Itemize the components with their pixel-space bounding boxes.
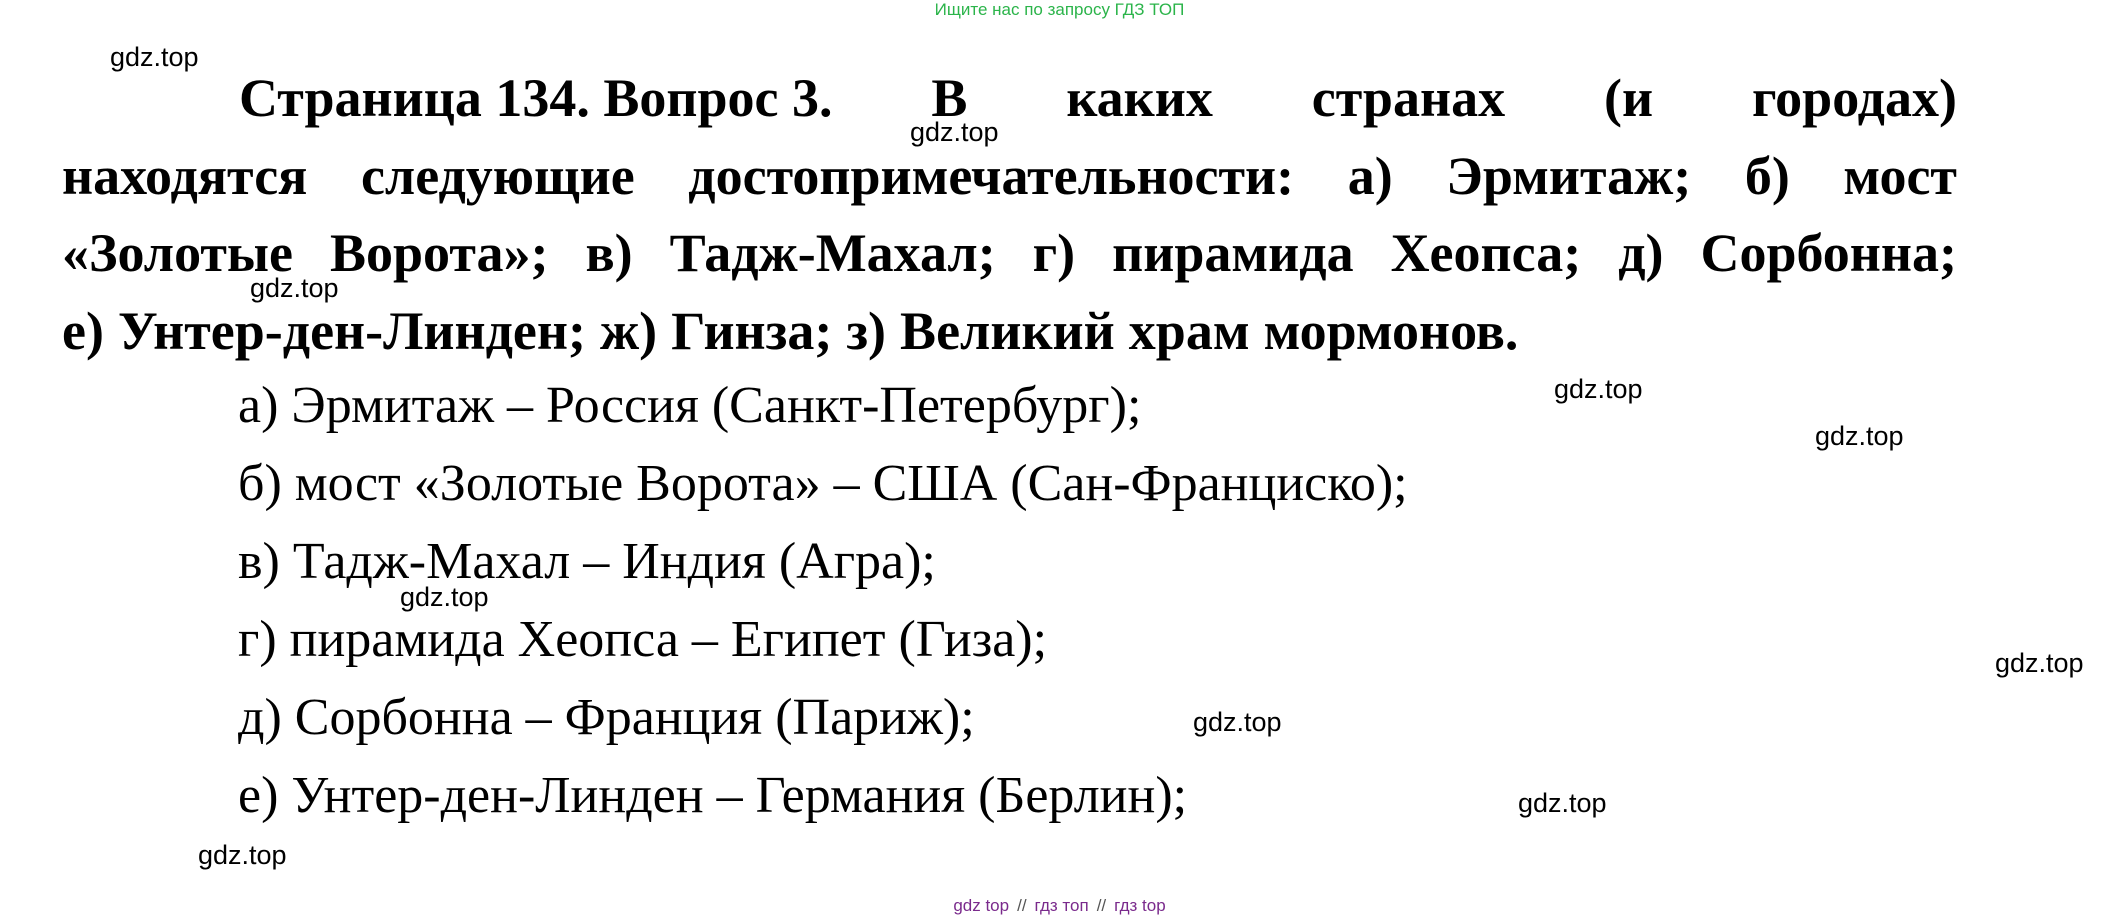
question-word: Эрмитаж; <box>1446 145 1692 206</box>
question-word: г) <box>1032 223 1076 283</box>
question-word: мост <box>1843 145 1957 206</box>
footer-separator: // <box>1017 896 1027 915</box>
answer-item: в) Тадж-Махал – Индия (Агра); <box>238 533 936 590</box>
question-word: Ворота»; <box>329 223 549 283</box>
question-word: городах) <box>1752 68 1957 128</box>
question-line-4 <box>62 293 1957 371</box>
question-word: «Золотые <box>62 223 294 283</box>
question-word: ж) <box>600 300 658 361</box>
question-text <box>62 60 1957 370</box>
question-word: Унтер-ден-Линден; <box>117 300 586 361</box>
watermark: gdz.top <box>110 42 199 72</box>
footer-link[interactable]: гдз топ <box>1034 896 1089 915</box>
question-word: Тадж-Махал; <box>669 223 996 283</box>
footer-link[interactable]: гдз top <box>1114 896 1166 915</box>
watermark: gdz.top <box>910 117 999 147</box>
question-word: достопримечательности: <box>688 145 1295 206</box>
question-word: храм <box>1128 300 1250 361</box>
question-word: б) <box>1744 145 1790 206</box>
answer-item: г) пирамида Хеопса – Египет (Гиза); <box>238 611 1048 668</box>
watermark: gdz.top <box>1518 788 1607 818</box>
answer-item: б) мост «Золотые Ворота» – США (Сан-Франциско); <box>238 455 1408 512</box>
top-banner: Ищите нас по запросу ГДЗ ТОП <box>934 0 1185 19</box>
watermark: gdz.top <box>198 840 287 870</box>
question-word: странах <box>1311 68 1506 128</box>
question-word: Великий <box>900 300 1115 361</box>
answer-item: д) Сорбонна – Франция (Париж); <box>238 689 975 746</box>
question-word: Сорбонна; <box>1700 223 1957 283</box>
question-line-3 <box>62 215 1957 293</box>
question-word: находятся <box>62 145 308 206</box>
watermark: gdz.top <box>1193 707 1282 737</box>
question-word: а) <box>1347 145 1393 206</box>
question-word: В <box>931 68 968 128</box>
question-word: (и <box>1603 68 1654 128</box>
watermark: gdz.top <box>1995 648 2084 678</box>
question-word: мормонов. <box>1263 300 1519 361</box>
question-word: каких <box>1066 68 1213 128</box>
question-word: Хеопса; <box>1390 223 1582 283</box>
question-word: д) <box>1618 223 1664 283</box>
question-word: Страница 134. Вопрос 3. <box>239 68 833 128</box>
footer-links <box>0 896 2119 916</box>
question-line-1 <box>62 60 1957 138</box>
question-line-2 <box>62 138 1957 216</box>
question-word: пирамида <box>1112 223 1354 283</box>
watermark: gdz.top <box>1815 421 1904 451</box>
answer-item: а) Эрмитаж – Россия (Санкт-Петербург); <box>238 377 1142 434</box>
answer-item: е) Унтер-ден-Линден – Германия (Берлин); <box>238 767 1188 824</box>
watermark: gdz.top <box>1554 374 1643 404</box>
footer-link[interactable]: gdz top <box>953 896 1010 915</box>
question-word: в) <box>585 223 633 283</box>
watermark: gdz.top <box>400 582 489 612</box>
question-word: следующие <box>360 145 635 206</box>
question-word: Гинза; <box>671 300 833 361</box>
watermark: gdz.top <box>250 273 339 303</box>
footer-separator: // <box>1096 896 1107 915</box>
question-word: з) <box>846 300 887 361</box>
question-word: е) <box>62 300 104 361</box>
